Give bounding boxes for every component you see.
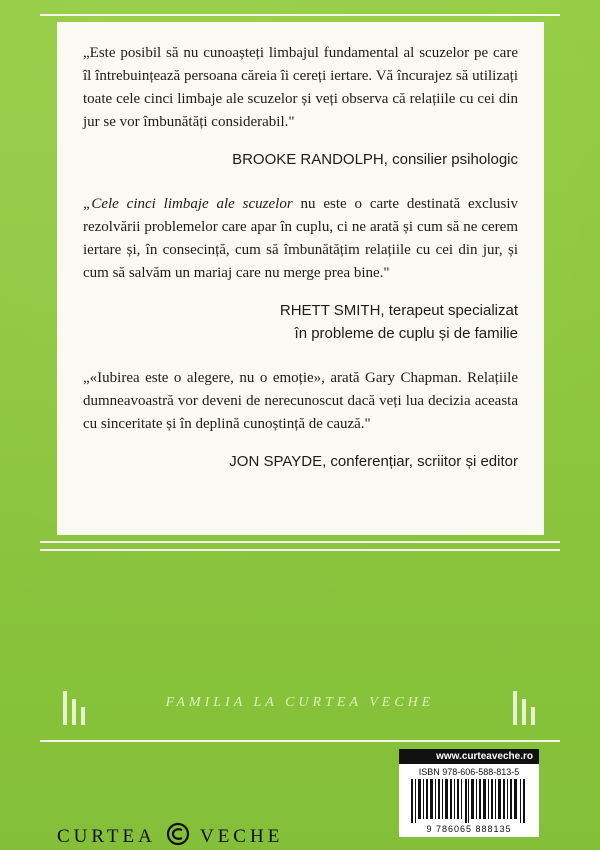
three-bars-logo-icon [60,685,90,729]
testimonial-2-author-line1: RHETT SMITH, terapeut specializat [279,302,518,319]
testimonial-1-text: „Este posibil să nu cunoașteți limbajul fundamental al scuzelor pe care îl întrebuințează persoana căreia îi cereți iertare. Vă încurajez să utilizați toate cele cinci limbaje ale scuzelor și veți observa că relațiile cu cei din jur se vor îmbunătăți considerabil." [83,45,518,130]
testimonial-1-author: BROOKE RANDOLPH, consilier psihologic [232,151,518,168]
testimonial-3-author: JON SPAYDE, conferențiar, scriitor și editor [229,453,518,470]
barcode-number: 9 786065 888135 [426,824,512,834]
testimonial-2-author-line2: în probleme de cuplu și de familie [294,325,518,342]
testimonials-panel [57,22,544,535]
testimonial-2-rest: nu este o carte destinată exclusiv rezolvării problemelor care apar în cuplu, ci ne arată și cum să ne cerem iertare și, în consecință, cum să îmbunătățim relațiile cu cei din jur, și cum să salvăm un mariaj care nu merge prea bine." [83,196,518,281]
testimonial-3-text: „«Iubirea este o alegere, nu o emoție», arată Gary Chapman. Relațiile dumneavoastră vor deveni de nerecunoscut dacă veți lua decizia aceasta cu sinceritate și în deplină cunoștință de cauză." [83,370,518,432]
series-banner [60,683,540,729]
mid-border-line-1 [40,541,560,543]
barcode-icon [411,779,527,823]
publisher-url[interactable]: www.curteaveche.ro [399,749,539,764]
testimonial-2-text [83,193,518,285]
top-border-line [40,14,560,16]
publisher-logo [57,822,283,848]
isbn-text: ISBN 978-606-588-813-5 [418,767,520,777]
publisher-name-right: VECHE [199,826,284,847]
mid-border-line-2 [40,549,560,551]
barcode-panel [399,749,539,837]
testimonial-1 [83,42,518,171]
book-title-italic: „Cele cinci limbaje ale scuzelor [83,196,293,212]
series-label: FAMILIA LA CURTEA VECHE [165,695,435,710]
curtea-veche-logo-icon [166,822,190,846]
three-bars-logo-icon [510,685,540,729]
testimonial-2 [83,193,518,345]
testimonial-3 [83,367,518,473]
publisher-name-left: CURTEA [57,826,155,847]
bottom-border-line [40,740,560,742]
